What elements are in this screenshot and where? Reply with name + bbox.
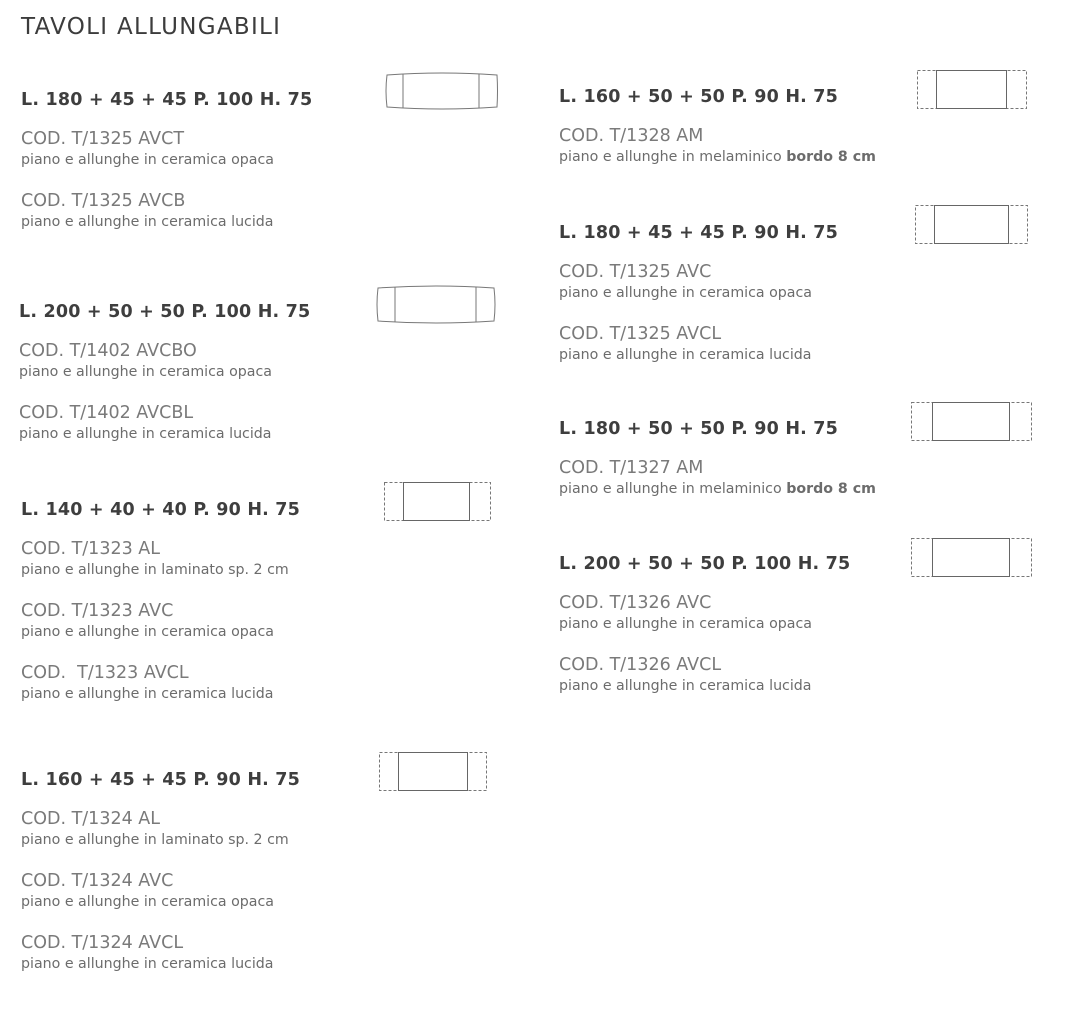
product-description: piano e allunghe in ceramica opaca: [559, 285, 812, 301]
product-code: COD. T/1324 AVC: [21, 871, 174, 891]
product-code: COD. T/1326 AVCL: [559, 655, 722, 675]
table-spec-block: [19, 302, 310, 444]
product-code: COD. T/1402 AVCBL: [19, 403, 194, 423]
rect-table-icon: [911, 538, 1032, 577]
product-code: COD. T/1325 AVCL: [559, 324, 722, 344]
dimensions-label: L. 180 + 45 + 45 P. 100 H. 75: [21, 90, 313, 110]
dimensions-label: L. 140 + 40 + 40 P. 90 H. 75: [21, 500, 301, 520]
product-code: COD. T/1324 AVCL: [21, 933, 184, 953]
rect-table-icon: [384, 482, 491, 521]
table-spec-block: [559, 87, 876, 167]
product-description: piano e allunghe in ceramica lucida: [559, 347, 812, 363]
product-code: COD. T/1325 AVC: [559, 262, 712, 282]
rect-table-icon: [911, 402, 1032, 441]
rect-table-icon: [915, 205, 1028, 244]
dimensions-label: L. 180 + 50 + 50 P. 90 H. 75: [559, 419, 839, 439]
rect-table-icon: [917, 70, 1027, 109]
product-description: piano e allunghe in melaminico bordo 8 cm: [559, 149, 876, 165]
product-code: COD. T/1324 AL: [21, 809, 161, 829]
dimensions-label: L. 200 + 50 + 50 P. 100 H. 75: [559, 554, 851, 574]
product-description: piano e allunghe in ceramica opaca: [21, 894, 274, 910]
product-code: COD. T/1326 AVC: [559, 593, 712, 613]
product-description: piano e allunghe in ceramica lucida: [559, 678, 812, 694]
product-description: piano e allunghe in laminato sp. 2 cm: [21, 832, 289, 848]
table-spec-block: [21, 90, 312, 232]
product-code: COD. T/1323 AL: [21, 539, 161, 559]
product-code: COD. T/1325 AVCT: [21, 129, 185, 149]
table-spec-block: [21, 500, 300, 704]
product-description: piano e allunghe in ceramica lucida: [19, 426, 272, 442]
product-description: piano e allunghe in laminato sp. 2 cm: [21, 562, 289, 578]
product-description: piano e allunghe in ceramica lucida: [21, 214, 274, 230]
product-description: piano e allunghe in melaminico bordo 8 cm: [559, 481, 876, 497]
product-description: piano e allunghe in ceramica opaca: [19, 364, 272, 380]
oval-table-icon: [375, 285, 497, 324]
table-spec-block: [559, 554, 850, 696]
dimensions-label: L. 180 + 45 + 45 P. 90 H. 75: [559, 223, 839, 243]
product-code: COD. T/1325 AVCB: [21, 191, 186, 211]
product-code: COD. T/1323 AVCL: [21, 663, 189, 683]
product-code: COD. T/1402 AVCBO: [19, 341, 197, 361]
table-spec-block: [559, 223, 838, 365]
table-spec-block: [21, 770, 300, 974]
product-code: COD. T/1327 AM: [559, 458, 704, 478]
product-code: COD. T/1323 AVC: [21, 601, 174, 621]
product-description: piano e allunghe in ceramica opaca: [559, 616, 812, 632]
dimensions-label: L. 160 + 50 + 50 P. 90 H. 75: [559, 87, 839, 107]
rect-table-icon: [379, 752, 487, 791]
page-title: TAVOLI ALLUNGABILI: [21, 14, 282, 40]
oval-table-icon: [384, 72, 500, 110]
product-code: COD. T/1328 AM: [559, 126, 704, 146]
dimensions-label: L. 160 + 45 + 45 P. 90 H. 75: [21, 770, 301, 790]
product-description: piano e allunghe in ceramica lucida: [21, 686, 274, 702]
product-description: piano e allunghe in ceramica opaca: [21, 624, 274, 640]
dimensions-label: L. 200 + 50 + 50 P. 100 H. 75: [19, 302, 311, 322]
table-spec-block: [559, 419, 876, 499]
product-description: piano e allunghe in ceramica lucida: [21, 956, 274, 972]
product-description: piano e allunghe in ceramica opaca: [21, 152, 274, 168]
